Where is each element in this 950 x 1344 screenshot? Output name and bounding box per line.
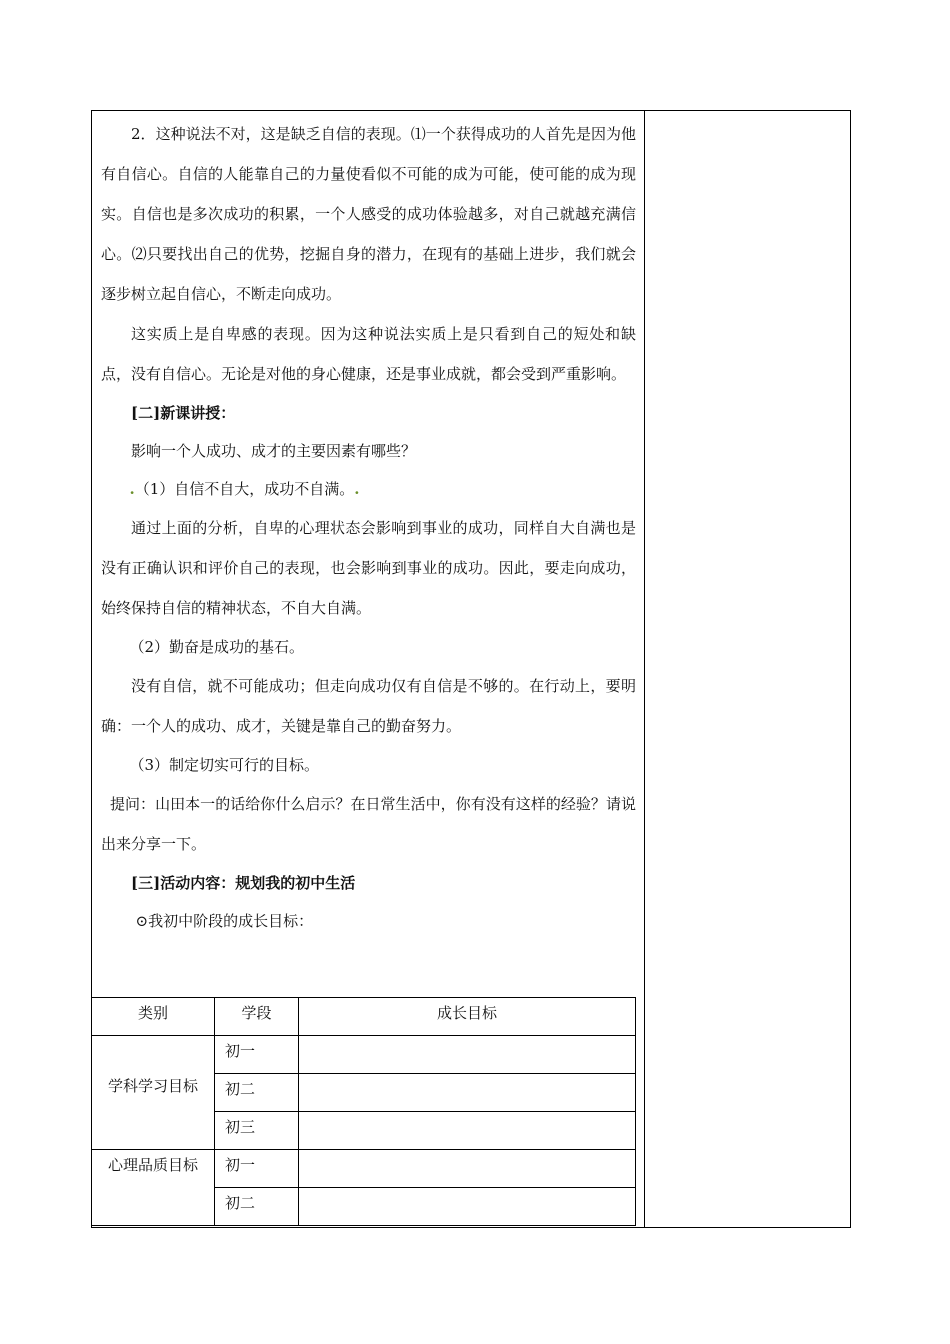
factor-2: （2）勤奋是成功的基石。 <box>129 638 305 656</box>
lesson-content <box>101 114 636 940</box>
stage-cell: 初一 <box>215 1036 299 1074</box>
goal-cell[interactable] <box>299 1188 636 1226</box>
diligence-paragraph: 没有自信，就不可能成功；但走向成功仅有自信是不够的。在行动上，要明确：一个人的成功、成才，关键是靠自己的勤奋努力。 <box>101 677 636 735</box>
growth-goals-table <box>91 997 636 1226</box>
analysis-paragraph: 通过上面的分析，自卑的心理状态会影响到事业的成功，同样自大自满也是没有正确认识和评价自己的表现，也会影响到事业的成功。因此，要走向成功，始终保持自信的精神状态，不自大自满。 <box>101 519 636 617</box>
section-heading-new-lesson: [二]新课讲授： <box>131 404 236 422</box>
table-header-row <box>92 998 636 1036</box>
marker-dot: . <box>129 480 135 498</box>
goal-cell[interactable] <box>299 1150 636 1188</box>
factor-1 <box>101 470 636 508</box>
goal-cell[interactable] <box>299 1112 636 1150</box>
stage-cell: 初二 <box>215 1188 299 1226</box>
goal-intro: ⊙我初中阶段的成长目标： <box>135 912 314 930</box>
table-row <box>92 1036 636 1074</box>
answer-paragraph-3: 这实质上是自卑感的表现。因为这种说法实质上是只看到自己的短处和缺点，没有自信心。无论是对他的身心健康，还是事业成就，都会受到严重影响。 <box>101 325 636 383</box>
header-category: 类别 <box>92 998 215 1036</box>
section-heading-activity: [三]活动内容：规划我的初中生活 <box>131 874 356 892</box>
factor-1-text: （1）自信不自大，成功不自满。 <box>134 480 355 498</box>
category-psychological-label: 心理品质目标 <box>107 1156 198 1174</box>
question-prompt: 提问：山田本一的话给你什么启示？在日常生活中，你有没有这样的经验？请说出来分享一下。 <box>101 795 636 853</box>
table-row <box>92 1150 636 1188</box>
marker-dot: . <box>354 480 360 498</box>
category-academic-label: 学科学习目标 <box>107 1077 198 1095</box>
answer-paragraph-2: 2．这种说法不对，这是缺乏自信的表现。⑴一个获得成功的人首先是因为他有自信心。自信的人能靠自己的力量使看似不可能的成为可能，使可能的成为现实。自信也是多次成功的积累，一个人感受的成功体验越多，对自己就越充满信心。⑵只要找出自己的优势，挖掘自身的潜力，在现有的基础上进步，我们就会逐步树立起自信心，不断走向成功。 <box>101 125 636 303</box>
category-academic <box>92 1036 215 1150</box>
column-divider <box>644 110 645 1228</box>
lesson-question: 影响一个人成功、成才的主要因素有哪些？ <box>131 442 417 460</box>
factor-3: （3）制定切实可行的目标。 <box>129 756 320 774</box>
stage-cell: 初二 <box>215 1074 299 1112</box>
stage-cell: 初三 <box>215 1112 299 1150</box>
stage-cell: 初一 <box>215 1150 299 1188</box>
category-psychological <box>92 1150 215 1226</box>
goal-cell[interactable] <box>299 1074 636 1112</box>
header-goal: 成长目标 <box>299 998 636 1036</box>
header-stage: 学段 <box>215 998 299 1036</box>
goal-cell[interactable] <box>299 1036 636 1074</box>
